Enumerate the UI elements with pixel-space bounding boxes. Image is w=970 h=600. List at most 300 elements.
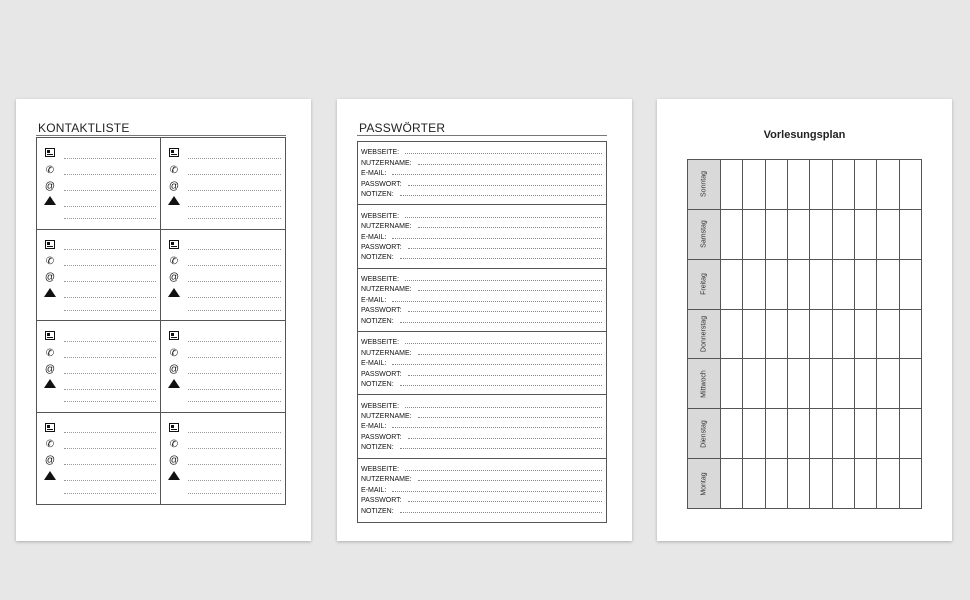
schedule-cell (765, 409, 787, 459)
day-cell (688, 459, 721, 509)
password-row (358, 357, 606, 367)
day-label: Donnerstag (700, 315, 708, 353)
contact-row (37, 345, 160, 361)
schedule-cell (877, 259, 899, 309)
password-row (358, 367, 606, 377)
write-line (408, 311, 602, 312)
field-label: WEBSEITE: (361, 466, 400, 474)
schedule-cell (854, 259, 876, 309)
field-label: E-MAIL: (361, 233, 387, 241)
write-line (408, 248, 602, 249)
schedule-cell (810, 459, 832, 509)
schedule-cell (854, 409, 876, 459)
schedule-cell (899, 459, 921, 509)
contact-row (37, 286, 160, 302)
schedule-cell (765, 309, 787, 359)
contact-row (37, 437, 160, 453)
contact-row (37, 162, 160, 178)
field-label: NOTIZEN: (361, 507, 394, 515)
at-icon: @ (44, 180, 56, 192)
contact-row (37, 469, 160, 485)
id-card-icon (42, 148, 58, 160)
contact-row (161, 453, 285, 469)
field-label: NOTIZEN: (361, 380, 394, 388)
field-label: PASSWORT: (361, 433, 402, 441)
write-line (400, 448, 602, 449)
field-label: NUTZERNAME: (361, 159, 412, 167)
write-line (400, 195, 602, 196)
field-label: NOTIZEN: (361, 317, 394, 325)
schedule-cell (743, 309, 765, 359)
home-icon (166, 471, 182, 483)
schedule-row (688, 259, 922, 309)
schedule-cell (832, 459, 854, 509)
write-line (408, 438, 602, 439)
write-line (188, 365, 281, 374)
write-line (188, 333, 281, 342)
schedule-table (687, 159, 922, 509)
phone-icon: ✆ (45, 256, 55, 267)
field-label: PASSWORT: (361, 180, 402, 188)
schedule-cell (832, 160, 854, 210)
contact-row (37, 377, 160, 393)
schedule-cell (787, 160, 809, 210)
schedule-row (688, 209, 922, 259)
write-line (64, 198, 156, 207)
schedule-row (688, 160, 922, 210)
phone-icon: ✆ (169, 256, 179, 267)
contact-row (37, 270, 160, 286)
phone-icon: ✆ (45, 439, 55, 450)
password-row (358, 494, 606, 504)
day-cell (688, 409, 721, 459)
contact-row (161, 421, 285, 437)
day-cell (688, 259, 721, 309)
schedule-cell (854, 359, 876, 409)
write-line (188, 302, 281, 311)
password-row (358, 251, 606, 261)
passwoerter-page (337, 99, 632, 541)
contact-row (37, 178, 160, 194)
write-line (405, 280, 602, 281)
schedule-cell (854, 459, 876, 509)
contact-card (37, 321, 161, 413)
schedule-cell (899, 309, 921, 359)
write-line (64, 365, 156, 374)
contact-row (161, 178, 285, 194)
password-entry (358, 142, 606, 205)
at-icon: @ (44, 272, 56, 283)
field-label: PASSWORT: (361, 243, 402, 251)
write-line (188, 150, 281, 159)
write-line (400, 512, 602, 513)
field-label: NUTZERNAME: (361, 223, 412, 231)
day-label: Freitag (700, 273, 708, 296)
write-line (188, 289, 281, 298)
write-line (64, 289, 156, 298)
password-grid (357, 141, 607, 523)
schedule-row (688, 309, 922, 359)
at-icon: @ (44, 455, 56, 466)
write-line (64, 485, 156, 494)
password-entry (358, 459, 606, 522)
password-row (358, 504, 606, 514)
schedule-cell (854, 209, 876, 259)
write-line (188, 393, 281, 402)
write-line (392, 174, 602, 175)
write-line (64, 472, 156, 481)
write-line (418, 417, 602, 418)
password-row (358, 473, 606, 483)
write-line (188, 381, 281, 390)
title-rule (36, 135, 286, 136)
schedule-cell (899, 209, 921, 259)
contact-row (161, 437, 285, 453)
contact-card (161, 138, 285, 230)
schedule-cell (743, 209, 765, 259)
write-line (64, 381, 156, 390)
password-row (358, 156, 606, 166)
phone-icon: ✆ (45, 164, 55, 176)
password-row (358, 209, 606, 219)
schedule-cell (743, 359, 765, 409)
field-label: NUTZERNAME: (361, 286, 412, 294)
home-icon (166, 288, 182, 300)
schedule-cell (787, 309, 809, 359)
password-row (358, 241, 606, 251)
schedule-cell (877, 309, 899, 359)
write-line (64, 257, 156, 266)
schedule-cell (810, 309, 832, 359)
schedule-cell (765, 459, 787, 509)
write-line (400, 322, 602, 323)
field-label: WEBSEITE: (361, 402, 400, 410)
contact-row (37, 146, 160, 162)
write-line (400, 258, 602, 259)
field-label: WEBSEITE: (361, 339, 400, 347)
write-line (64, 456, 156, 465)
write-line (405, 470, 602, 471)
home-icon (42, 471, 58, 483)
schedule-cell (877, 160, 899, 210)
password-entry (358, 395, 606, 458)
schedule-cell (787, 409, 809, 459)
password-row (358, 441, 606, 451)
password-row (358, 430, 606, 440)
password-row (358, 399, 606, 409)
write-line (64, 440, 156, 449)
write-line (64, 241, 156, 250)
schedule-cell (743, 259, 765, 309)
password-row (358, 177, 606, 187)
contact-row (161, 345, 285, 361)
schedule-cell (721, 309, 743, 359)
schedule-cell (877, 359, 899, 409)
at-icon: @ (168, 455, 180, 466)
field-label: NUTZERNAME: (361, 413, 412, 421)
contact-row (37, 453, 160, 469)
at-icon: @ (44, 363, 56, 375)
id-card-icon (166, 331, 182, 343)
schedule-cell (765, 359, 787, 409)
schedule-cell (765, 209, 787, 259)
schedule-cell (899, 359, 921, 409)
schedule-cell (721, 409, 743, 459)
field-label: NOTIZEN: (361, 190, 394, 198)
write-line (188, 182, 281, 191)
schedule-cell (877, 409, 899, 459)
home-icon (42, 379, 58, 391)
contact-row (161, 238, 285, 254)
day-label: Sonntag (700, 171, 708, 198)
schedule-cell (877, 209, 899, 259)
password-row (358, 463, 606, 473)
phone-icon: ✆ (45, 347, 55, 359)
password-row (358, 346, 606, 356)
contact-row (161, 146, 285, 162)
password-row (358, 273, 606, 283)
vorlesungsplan-page (657, 99, 952, 541)
password-row (358, 336, 606, 346)
write-line (418, 164, 602, 165)
write-line (64, 302, 156, 311)
kontaktliste-page (16, 99, 311, 541)
schedule-cell (721, 160, 743, 210)
write-line (188, 456, 281, 465)
write-line (418, 227, 602, 228)
contact-card (37, 413, 161, 505)
contact-row (37, 329, 160, 345)
schedule-cell (787, 359, 809, 409)
schedule-cell (899, 409, 921, 459)
password-row (358, 304, 606, 314)
contact-grid (36, 137, 286, 505)
schedule-cell (810, 259, 832, 309)
field-label: NUTZERNAME: (361, 349, 412, 357)
schedule-cell (899, 259, 921, 309)
field-label: WEBSEITE: (361, 212, 400, 220)
field-label: E-MAIL: (361, 486, 387, 494)
schedule-cell (787, 259, 809, 309)
schedule-cell (743, 409, 765, 459)
schedule-row (688, 409, 922, 459)
contact-row (161, 377, 285, 393)
field-label: E-MAIL: (361, 170, 387, 178)
field-label: NUTZERNAME: (361, 476, 412, 484)
schedule-row (688, 359, 922, 409)
phone-icon: ✆ (169, 164, 179, 176)
password-entry (358, 269, 606, 332)
day-cell (688, 160, 721, 210)
id-card-icon (166, 423, 182, 435)
day-cell (688, 209, 721, 259)
password-row (358, 410, 606, 420)
contact-row (161, 329, 285, 345)
contact-row (37, 238, 160, 254)
password-entry (358, 332, 606, 395)
schedule-row (688, 459, 922, 509)
password-row (358, 230, 606, 240)
password-row (358, 293, 606, 303)
write-line (188, 198, 281, 207)
contact-row (37, 361, 160, 377)
day-label: Montag (700, 471, 708, 496)
at-icon: @ (168, 363, 180, 375)
field-label: E-MAIL: (361, 360, 387, 368)
password-row (358, 314, 606, 324)
write-line (408, 501, 602, 502)
write-line (418, 354, 602, 355)
schedule-cell (721, 209, 743, 259)
contact-row (161, 162, 285, 178)
write-line (64, 424, 156, 433)
day-label: Mittwoch (700, 369, 708, 398)
contact-row (161, 286, 285, 302)
schedule-cell (832, 259, 854, 309)
id-card-icon (166, 148, 182, 160)
schedule-cell (832, 209, 854, 259)
id-card-icon (42, 240, 58, 252)
home-icon (42, 196, 58, 208)
contact-row (161, 270, 285, 286)
contact-card (161, 413, 285, 505)
write-line (405, 153, 602, 154)
contact-card (37, 138, 161, 230)
title-rule (357, 135, 607, 136)
password-row (358, 378, 606, 388)
write-line (408, 375, 602, 376)
contact-row (37, 254, 160, 270)
write-line (64, 182, 156, 191)
write-line (188, 349, 281, 358)
contact-row (37, 194, 160, 210)
write-line (64, 166, 156, 175)
password-row (358, 420, 606, 430)
write-line (392, 427, 602, 428)
field-label: PASSWORT: (361, 307, 402, 315)
contact-card (37, 230, 161, 322)
field-label: E-MAIL: (361, 296, 387, 304)
schedule-cell (832, 359, 854, 409)
write-line (418, 480, 602, 481)
home-icon (42, 288, 58, 300)
day-cell (688, 359, 721, 409)
schedule-cell (832, 409, 854, 459)
write-line (64, 273, 156, 282)
schedule-cell (810, 160, 832, 210)
schedule-cell (743, 160, 765, 210)
schedule-cell (854, 309, 876, 359)
write-line (188, 210, 281, 219)
home-icon (166, 196, 182, 208)
schedule-cell (765, 160, 787, 210)
write-line (64, 349, 156, 358)
id-card-icon (166, 240, 182, 252)
write-line (188, 440, 281, 449)
at-icon: @ (168, 180, 180, 192)
write-line (392, 491, 602, 492)
field-label: WEBSEITE: (361, 276, 400, 284)
write-line (188, 472, 281, 481)
schedule-cell (899, 160, 921, 210)
password-row (358, 188, 606, 198)
write-line (64, 393, 156, 402)
write-line (64, 333, 156, 342)
write-line (64, 150, 156, 159)
schedule-cell (877, 459, 899, 509)
schedule-cell (787, 209, 809, 259)
write-line (188, 257, 281, 266)
field-label: WEBSEITE: (361, 149, 400, 157)
schedule-cell (854, 160, 876, 210)
write-line (418, 290, 602, 291)
at-icon: @ (168, 272, 180, 283)
contact-row (161, 469, 285, 485)
field-label: E-MAIL: (361, 423, 387, 431)
write-line (188, 485, 281, 494)
password-row (358, 146, 606, 156)
write-line (188, 166, 281, 175)
write-line (392, 301, 602, 302)
schedule-cell (721, 459, 743, 509)
field-label: PASSWORT: (361, 370, 402, 378)
password-row (358, 483, 606, 493)
field-label: NOTIZEN: (361, 254, 394, 262)
id-card-icon (42, 423, 58, 435)
password-entry (358, 205, 606, 268)
contact-card (161, 321, 285, 413)
write-line (392, 364, 602, 365)
page-title: KONTAKTLISTE (38, 121, 130, 135)
schedule-cell (721, 259, 743, 309)
write-line (64, 210, 156, 219)
day-cell (688, 309, 721, 359)
password-row (358, 283, 606, 293)
schedule-cell (787, 459, 809, 509)
schedule-cell (721, 359, 743, 409)
id-card-icon (42, 331, 58, 343)
schedule-cell (743, 459, 765, 509)
home-icon (166, 379, 182, 391)
write-line (405, 407, 602, 408)
phone-icon: ✆ (169, 439, 179, 450)
write-line (188, 424, 281, 433)
contact-row (161, 361, 285, 377)
schedule-cell (832, 309, 854, 359)
password-row (358, 167, 606, 177)
write-line (408, 185, 602, 186)
day-label: Samstag (700, 220, 708, 249)
contact-row (37, 421, 160, 437)
contact-row (161, 194, 285, 210)
schedule-cell (765, 259, 787, 309)
day-label: Dienstag (700, 419, 708, 448)
password-row (358, 220, 606, 230)
write-line (405, 343, 602, 344)
write-line (392, 238, 602, 239)
page-title: Vorlesungsplan (763, 129, 846, 141)
schedule-cell (810, 209, 832, 259)
field-label: PASSWORT: (361, 497, 402, 505)
schedule-cell (810, 359, 832, 409)
write-line (188, 241, 281, 250)
phone-icon: ✆ (169, 347, 179, 359)
write-line (400, 385, 602, 386)
schedule-cell (810, 409, 832, 459)
write-line (405, 217, 602, 218)
field-label: NOTIZEN: (361, 444, 394, 452)
contact-row (161, 254, 285, 270)
